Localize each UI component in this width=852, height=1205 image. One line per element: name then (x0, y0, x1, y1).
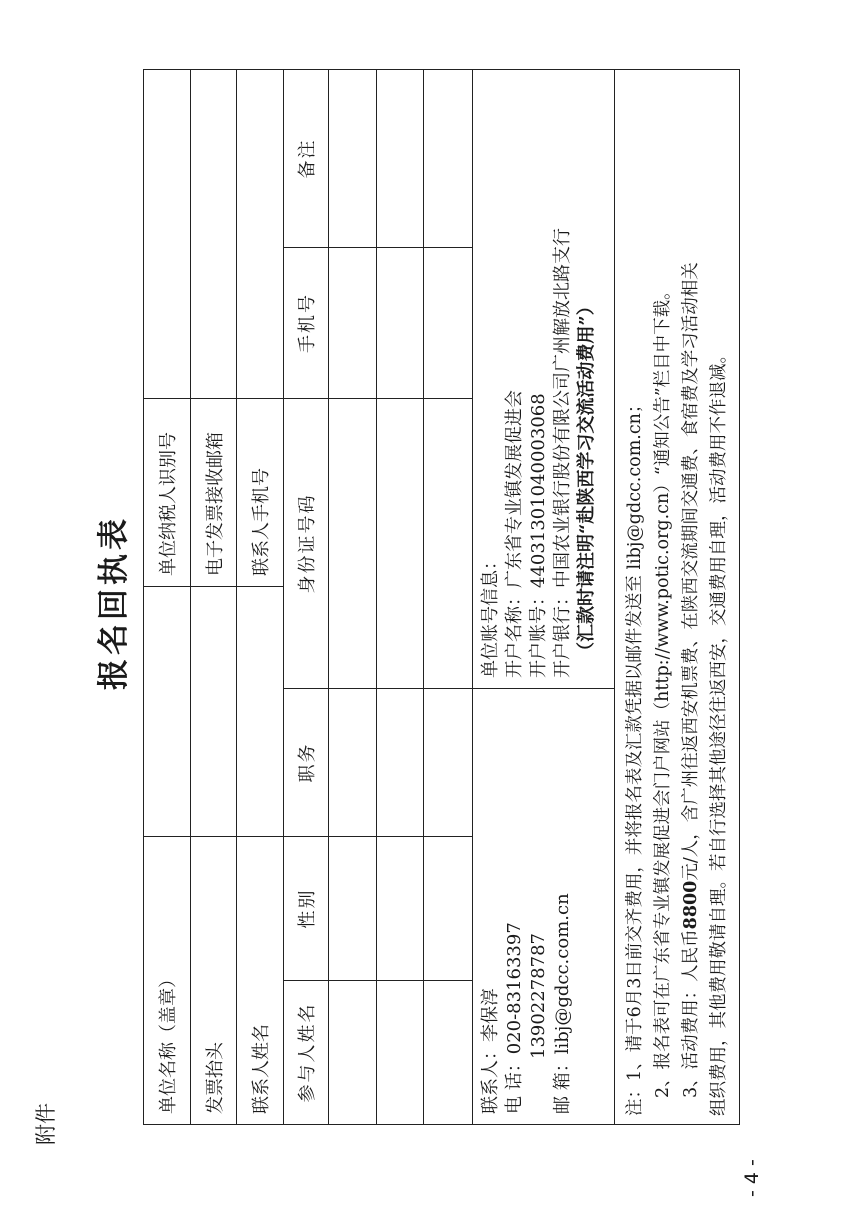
contact-person-name: 李保淳 (480, 988, 501, 1042)
contact-name-field[interactable] (237, 587, 284, 837)
col-position: 职务 (284, 689, 329, 837)
contact-bank-row (473, 70, 615, 1125)
phone-number-1: 020-83163397 (504, 922, 525, 1055)
participant-id-cell[interactable] (424, 399, 473, 689)
participant-header-row (284, 70, 329, 1125)
participant-remarks-cell[interactable] (329, 70, 377, 248)
notes-row (615, 70, 740, 1125)
participant-id-cell[interactable] (377, 399, 424, 689)
contact-person-label: 联系人： (480, 1042, 501, 1114)
phone-label: 电 话： (504, 1054, 525, 1114)
contact-phone-label: 联系人手机号 (237, 399, 284, 587)
tax-id-label: 单位纳税人识别号 (144, 399, 191, 587)
participant-mobile-cell[interactable] (424, 248, 473, 399)
participant-name-cell[interactable] (329, 981, 377, 1125)
participant-gender-cell[interactable] (377, 837, 424, 981)
contact-phone-field[interactable] (237, 70, 284, 399)
email-label: 邮 箱： (552, 1054, 573, 1114)
participant-position-cell[interactable] (424, 689, 473, 837)
participant-row (424, 70, 473, 1125)
unit-name-label: 单位名称（盖章） (144, 837, 191, 1125)
remit-note: （汇款时请注明“赴陕西学习交流活动费用”） (576, 297, 597, 660)
tax-id-field[interactable] (144, 70, 191, 399)
attachment-label: 附件 (34, 1103, 58, 1145)
invoice-title-field[interactable] (191, 587, 237, 837)
note-2: 2、报名表可在广东省专业镇发展促进会门户网站（http://www.potic.org.cn）“通知公告”栏目中下载。 (653, 282, 673, 1098)
note-3-continued: 组织费用，其他费用敬请自理。若自行选择其他途径往返西安，交通费用自理，活动费用不作退减。 (709, 346, 729, 1116)
invoice-title-label: 发票抬头 (191, 837, 237, 1125)
participant-position-cell[interactable] (329, 689, 377, 837)
unit-name-field[interactable] (144, 587, 191, 837)
participant-row (329, 70, 377, 1125)
note-3-suffix: 元/人，含广州往返西安机票费、在陕西交流期间交通费、食宿费及学习活动相关 (681, 262, 701, 881)
participant-id-cell[interactable] (329, 399, 377, 689)
bank-info-cell (473, 70, 615, 689)
bank-account-number: 开户账号：44031301040003068 (528, 393, 549, 678)
contact-phone-line (503, 699, 527, 1114)
contact-person-line (479, 699, 503, 1114)
page-number: - 4 - (741, 1159, 763, 1197)
form-title: 报名回执表 (96, 515, 132, 690)
participant-mobile-cell[interactable] (377, 248, 424, 399)
col-gender: 性别 (284, 837, 329, 981)
col-remarks: 备注 (284, 70, 329, 248)
form-row-unit (144, 70, 191, 1125)
bank-account-name: 开户名称：广东省专业镇发展促进会 (504, 390, 525, 678)
notes-cell (615, 70, 740, 1125)
contact-name-label: 联系人姓名 (237, 837, 284, 1125)
form-row-contact (237, 70, 284, 1125)
invoice-email-label: 电子发票接收邮箱 (191, 399, 237, 587)
col-participant-name: 参与人姓名 (284, 981, 329, 1125)
contact-email: libj@gdcc.com.cn (552, 893, 573, 1055)
participant-gender-cell[interactable] (329, 837, 377, 981)
invoice-email-field[interactable] (191, 70, 237, 399)
contact-info-cell (473, 689, 615, 1125)
contact-email-line (551, 699, 575, 1114)
participant-row (377, 70, 424, 1125)
phone-number-2: 13902278787 (528, 933, 549, 1059)
participant-mobile-cell[interactable] (329, 248, 377, 399)
note-3-prefix: 3、活动费用：人民币 (681, 929, 701, 1098)
participant-name-cell[interactable] (377, 981, 424, 1125)
note-3 (677, 78, 705, 1116)
col-id-number: 身份证号码 (284, 399, 329, 689)
participant-name-cell[interactable] (424, 981, 473, 1125)
participant-gender-cell[interactable] (424, 837, 473, 981)
bank-heading: 单位账号信息： (480, 552, 501, 678)
bank-name: 开户银行：中国农业银行股份有限公司广州解放北路支行 (552, 228, 573, 678)
form-row-invoice (191, 70, 237, 1125)
col-mobile: 手机号 (284, 248, 329, 399)
fee-amount: 8800 (681, 880, 701, 930)
participant-remarks-cell[interactable] (424, 70, 473, 248)
participant-remarks-cell[interactable] (377, 70, 424, 248)
registration-form-table (143, 69, 740, 1125)
participant-position-cell[interactable] (377, 689, 424, 837)
note-1: 注：1、请于6月3日前交齐费用，并将报名表及汇款凭据以邮件发送至 libj@gdcc.com.cn； (625, 395, 645, 1116)
